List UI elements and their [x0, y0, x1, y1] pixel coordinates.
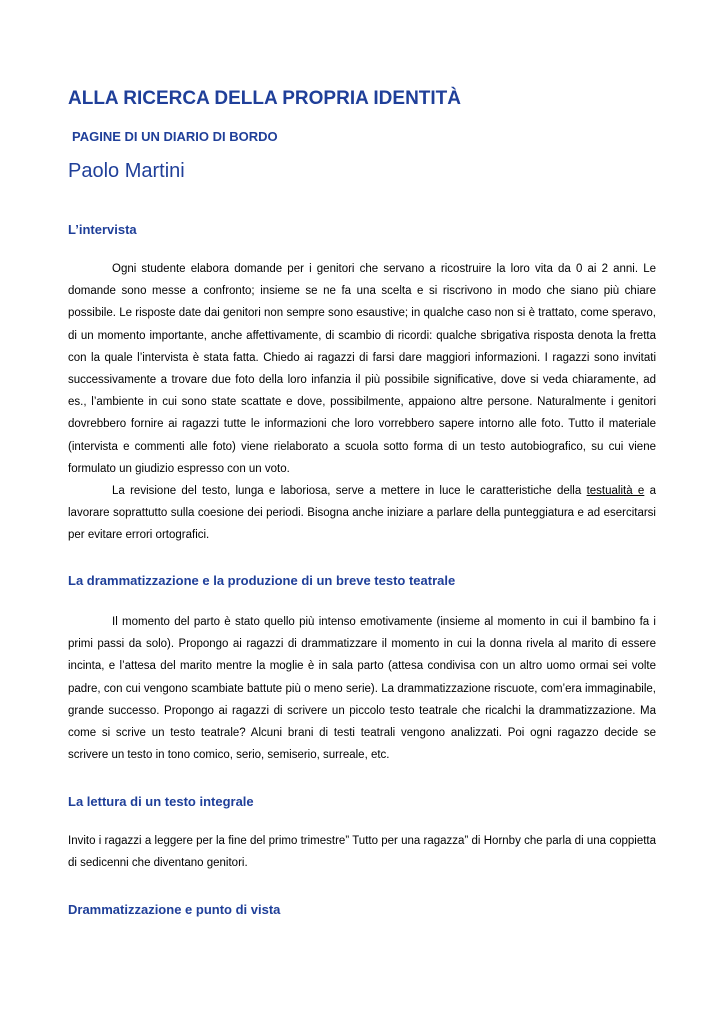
- paragraph-drammatizzazione: Il momento del parto è stato quello più intenso emotivamente (insieme al momento in cui il bambino fa i primi passi da solo). Propongo ai ragazzi di drammatizzare il momento in cui la donna rivela al marito di essere incinta, e l’attesa del marito mentre la moglie è in sala parto (attesa condivisa con un altro uomo ormai sei volte padre, con cui vengono scambiate battute più o meno serie). La drammatizzazione riscuote, com’era immaginabile, grande successo. Propongo ai ragazzi di scrivere un piccolo testo teatrale che ricalchi la drammatizzazione. Ma come si scrive un testo teatrale? Alcuni brani di testi teatrali vengono analizzati. Poi ogni ragazzo decide se scrivere un testo in tono comico, serio, semiserio, surreale, etc.: [68, 616, 656, 762]
- section-heading-lettura: La lettura di un testo integrale: [68, 794, 254, 809]
- section-heading-intervista: L’intervista: [68, 222, 137, 237]
- paragraph-intervista-2: [68, 480, 656, 547]
- paragraph-text-before: La revisione del testo, lunga e laboriosa, serve a mettere in luce le caratteristiche della: [112, 485, 587, 497]
- section-heading-punto-di-vista: Drammatizzazione e punto di vista: [68, 902, 281, 917]
- paragraph-intervista-1: Ogni studente elabora domande per i genitori che servano a ricostruire la loro vita da 0 ai 2 anni. Le domande sono messe a confronto; insieme se ne fa una scelta e si riscrivono in modo che siano più chiare possibile. Le risposte date dai genitori non sempre sono esaustive; in qualche caso non si è trattato, come speravo, di un momento importante, anche affettivamente, di scambio di ricordi: qualche sbrigativa risposta denota la fretta con la quale l’intervista è stata fatta. Chiedo ai ragazzi di farsi dare maggiori informazioni. I ragazzi sono invitati successivamente a trovare due foto della loro infanzia il più possibile significative, dove si veda chiaramente, ad es., l’ambiente in cui sono state scattate e dove, possibilmente, appaiono altre persone. Naturalmente i genitori dovrebbero fornire ai ragazzi tutte le informazioni che loro vorrebbero sapere intorno alle foto. Tutto il materiale (intervista e commenti alle foto) viene rielaborato a scuola sotto forma di un testo autobiografico, su cui viene formulato un giudizio espresso con un voto.: [68, 263, 656, 475]
- underlined-term: testualità e: [586, 485, 645, 497]
- paragraph-text-after: a lavorare soprattutto sulla coesione dei periodi. Bisogna anche iniziare a parlare della punteggiatura e ad esercitarsi per evitare errori ortografici.: [68, 485, 657, 542]
- section-heading-drammatizzazione: La drammatizzazione e la produzione di un breve testo teatrale: [68, 573, 456, 588]
- document-subtitle: PAGINE DI UN DIARIO DI BORDO: [72, 129, 278, 144]
- document-author: Paolo Martini: [68, 160, 185, 182]
- paragraph-lettura: Invito i ragazzi a leggere per la fine del primo trimestre” Tutto per una ragazza” di Hornby che parla di una coppietta di sedicenni che diventano genitori.: [68, 835, 656, 870]
- document-title: ALLA RICERCA DELLA PROPRIA IDENTITÀ: [68, 88, 462, 109]
